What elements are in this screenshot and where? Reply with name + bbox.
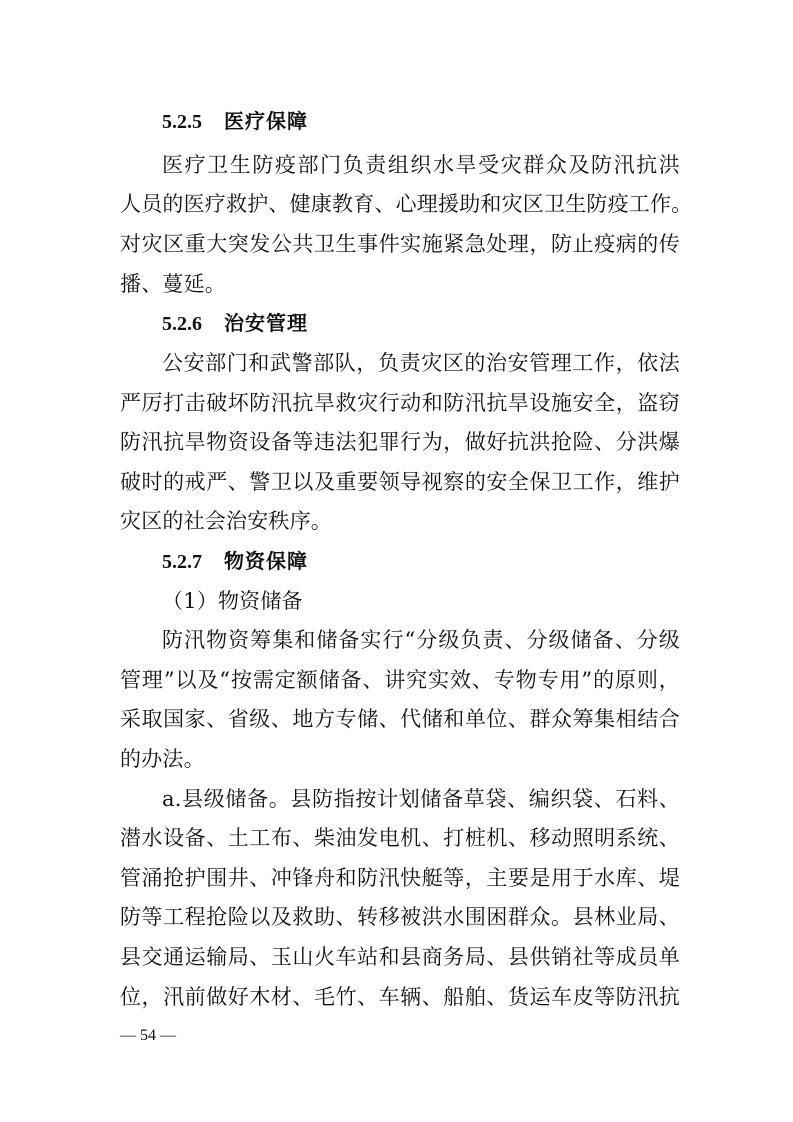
section-number: 5.2.5 bbox=[162, 111, 202, 133]
section-heading-5-2-5 bbox=[162, 108, 308, 135]
page-number: — 54 — bbox=[120, 1027, 176, 1044]
section-title: 医疗保障 bbox=[224, 109, 308, 133]
paragraph-line: 防汛抗旱物资设备等违法犯罪行为，做好抗洪抢险、分洪爆 bbox=[120, 430, 680, 454]
section-heading-5-2-6 bbox=[162, 310, 308, 337]
section-number: 5.2.6 bbox=[162, 313, 202, 335]
paragraph-line: 的办法。 bbox=[120, 747, 205, 771]
section-number: 5.2.7 bbox=[162, 551, 202, 573]
paragraph-line: 公安部门和武警部队，负责灾区的治安管理工作，依法 bbox=[162, 351, 680, 375]
paragraph-line: 防等工程抢险以及救助、转移被洪水围困群众。县林业局、 bbox=[120, 905, 680, 929]
paragraph-line: 人员的医疗救护、健康教育、心理援助和灾区卫生防疫工作。 bbox=[120, 192, 693, 216]
section-title: 物资保障 bbox=[224, 549, 308, 573]
paragraph-line: 严厉打击破坏防汛抗旱救灾行动和防汛抗旱设施安全，盗窃 bbox=[120, 391, 680, 415]
paragraph-line: a.县级储备。县防指按计划储备草袋、编织袋、石料、 bbox=[162, 787, 680, 811]
paragraph-line: 位，汛前做好木材、毛竹、车辆、船舶、货运车皮等防汛抗 bbox=[120, 985, 680, 1009]
paragraph-line: 采取国家、省级、地方专储、代储和单位、群众筹集相结合 bbox=[120, 707, 680, 731]
paragraph-line: 对灾区重大突发公共卫生事件实施紧急处理，防止疫病的传 bbox=[120, 232, 680, 256]
section-title: 治安管理 bbox=[224, 311, 308, 335]
paragraph-line: 管涌抢护围井、冲锋舟和防汛快艇等，主要是用于水库、堤 bbox=[120, 866, 680, 890]
paragraph-line: 管理”以及“按需定额储备、讲究实效、专物专用”的原则， bbox=[120, 668, 680, 692]
paragraph-line: 播、蔓延。 bbox=[120, 272, 226, 296]
paragraph-line: 医疗卫生防疫部门负责组织水旱受灾群众及防汛抗洪 bbox=[162, 153, 680, 177]
paragraph-line: 潜水设备、土工布、柴油发电机、打桩机、移动照明系统、 bbox=[120, 826, 680, 850]
paragraph-line: 防汛物资筹集和储备实行“分级负责、分级储备、分级 bbox=[162, 628, 680, 652]
section-heading-5-2-7 bbox=[162, 548, 308, 575]
paragraph-line: 县交通运输局、玉山火车站和县商务局、县供销社等成员单 bbox=[120, 945, 680, 969]
paragraph-line: 破时的戒严、警卫以及重要领导视察的安全保卫工作，维护 bbox=[120, 470, 680, 494]
subsection-heading: （1）物资储备 bbox=[162, 589, 303, 613]
paragraph-line: 灾区的社会治安秩序。 bbox=[120, 509, 332, 533]
